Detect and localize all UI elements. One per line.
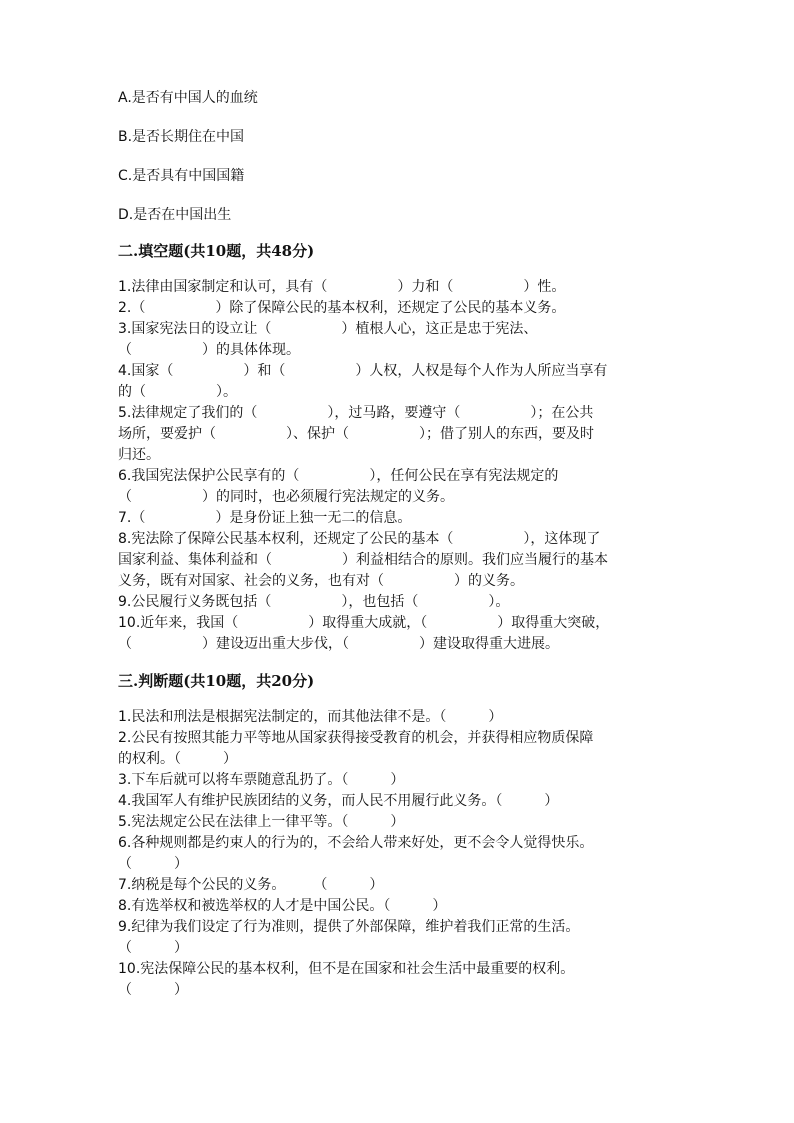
option-a: A.是否有中国人的血统 xyxy=(118,90,258,106)
fill-line: 6.我国宪法保护公民享有的（ ），任何公民在享有宪法规定的 xyxy=(118,468,559,484)
option-d: D.是否在中国出生 xyxy=(118,207,232,223)
fill-line: 归还。 xyxy=(118,447,160,463)
judge-question-list xyxy=(118,707,678,1001)
judge-line: （ ） xyxy=(118,982,188,998)
fill-line: 1.法律由国家制定和认可，具有（ ）力和（ ）性。 xyxy=(118,279,566,295)
fill-line: 9.公民履行义务既包括（ ），也包括（ ）。 xyxy=(118,594,510,610)
judge-line: 9.纪律为我们设定了行为准则，提供了外部保障，维护着我们正常的生活。 xyxy=(118,919,580,935)
judge-line: 8.有选举权和被选举权的人才是中国公民。（ ） xyxy=(118,898,447,914)
judge-line: （ ） xyxy=(118,856,188,872)
fill-line: 7.（ ）是身份证上独一无二的信息。 xyxy=(118,510,412,526)
fill-line: 3.国家宪法日的设立让（ ）植根人心，这正是忠于宪法、 xyxy=(118,321,538,337)
fill-line: （ ）的具体体现。 xyxy=(118,342,300,358)
judge-line: 1.民法和刑法是根据宪法制定的，而其他法律不是。（ ） xyxy=(118,709,503,725)
fill-line: 2.（ ）除了保障公民的基本权利，还规定了公民的基本义务。 xyxy=(118,300,566,316)
fill-line: 10.近年来，我国（ ）取得重大成就，（ ）取得重大突破， xyxy=(118,615,610,631)
judge-line: 3.下车后就可以将车票随意乱扔了。（ ） xyxy=(118,772,405,788)
fill-line: 国家利益、集体利益和（ ）利益相结合的原则。我们应当履行的基本 xyxy=(118,552,608,568)
judge-line: 10.宪法保障公民的基本权利，但不是在国家和社会生活中最重要的权利。 xyxy=(118,961,575,977)
fill-line: 5.法律规定了我们的（ ），过马路，要遵守（ ）；在公共 xyxy=(118,405,594,421)
judge-line: 5.宪法规定公民在法律上一律平等。（ ） xyxy=(118,814,405,830)
judge-line: 6.各种规则都是约束人的行为的，不会给人带来好处，更不会令人觉得快乐。 xyxy=(118,835,594,851)
fill-line: 义务，既有对国家、社会的义务，也有对（ ）的义务。 xyxy=(118,573,524,589)
fill-section-title: 二.填空题(共10题，共48分) xyxy=(118,242,315,260)
judge-line: 2.公民有按照其能力平等地从国家获得接受教育的机会，并获得相应物质保障 xyxy=(118,730,594,746)
fill-line: 4.国家（ ）和（ ）人权，人权是每个人作为人所应当享有 xyxy=(118,363,608,379)
judge-line: 的权利。（ ） xyxy=(118,751,237,767)
choice-options xyxy=(118,88,678,225)
judge-line: （ ） xyxy=(118,940,188,956)
fill-line: （ ）建设迈出重大步伐，（ ）建设取得重大进展。 xyxy=(118,636,559,652)
fill-line: 场所，要爱护（ ）、保护（ ）；借了别人的东西，要及时 xyxy=(118,426,594,442)
fill-line: 的（ ）。 xyxy=(118,384,237,400)
option-b: B.是否长期住在中国 xyxy=(118,129,245,145)
fill-question-list xyxy=(118,277,678,655)
exam-page xyxy=(118,88,678,1001)
fill-line: （ ）的同时，也必须履行宪法规定的义务。 xyxy=(118,489,454,505)
option-c: C.是否具有中国国籍 xyxy=(118,168,245,184)
judge-section-title: 三.判断题(共10题，共20分) xyxy=(118,672,315,690)
judge-line: 7.纳税是每个公民的义务。 （ ） xyxy=(118,877,384,893)
fill-line: 8.宪法除了保障公民基本权利，还规定了公民的基本（ ），这体现了 xyxy=(118,531,601,547)
judge-line: 4.我国军人有维护民族团结的义务，而人民不用履行此义务。（ ） xyxy=(118,793,559,809)
